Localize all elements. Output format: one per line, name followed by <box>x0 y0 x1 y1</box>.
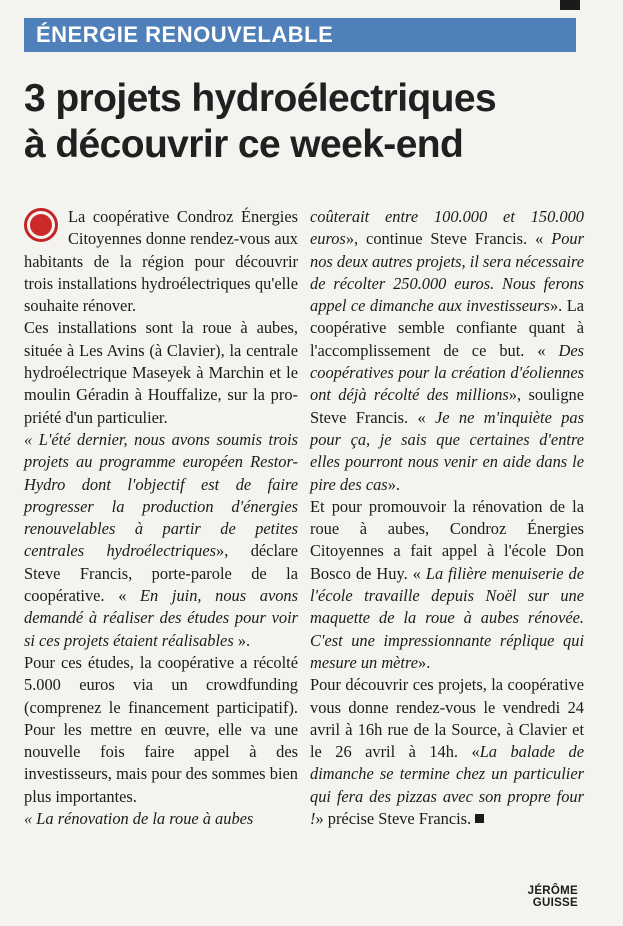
headline-line-1: 3 projets hydroélectriques <box>24 77 497 120</box>
article-headline <box>24 76 584 168</box>
page-edge-mark <box>560 0 580 10</box>
paragraph-installations: Ces installations sont la roue à aubes, située à Les Avins (à Clavier), la centrale hydroélectrique Maseyek à Marchin et le moulin Géradin à Houffalize, sur la propriété d'un particulier. <box>24 318 298 427</box>
author-byline: JÉRÔME GUISSE <box>527 885 578 909</box>
column-right <box>310 206 584 830</box>
paragraph-costs: coûterait entre 100.000 et 150.000 euros», continue Steve Francis. « Pour nos deux autres projets, il sera nécessaire de récolter 250.000 euros. Nous ferons appel ce dimanche aux investisseurs». La coopérative semble confiante quant à l'accomplissement de ce but. « Des coopératives pour la création d'éoliennes ont déjà récolté des millions», souligne Steve Francis. « Je ne m'inquiète pas pour ça, je sais que certaines d'entre elles pourront nous venir en aide dans le pire des cas». <box>310 207 584 494</box>
black-square-icon <box>475 814 484 823</box>
paragraph-don-bosco: Et pour promouvoir la rénovation de la roue à aubes, Condroz Énergies Citoyennes a fait appel à l'école Don Bosco de Huy. « La filière menuiserie de l'école travaille depuis Noël sur une maquette de la roue à aubes rénovée. C'est une impressionnante réplique qui mesure un mètre». <box>310 496 584 672</box>
paragraph-crowdfunding: Pour ces études, la coopérative a récolté 5.000 euros via un crowdfunding (comprenez le financement participatif). Pour les mettre en œuvre, elle va une nouvelle fois faire appel à des investisseurs, mais pour des sommes bien plus importantes. <box>24 652 298 806</box>
paragraph-quote-restor-hydro: « L'été dernier, nous avons soumis trois projets au programme européen Restor-Hydro dont l'objectif est de faire progresser la production d'énergies renouvelables à partir de petites centrales hydroélectriques», déclare Steve Francis, porte-parole de la coopérative. « En juin, nous avons demandé à réaliser des études pour voir si ces projets étaient réalisables ». <box>24 429 299 650</box>
red-circle-icon <box>24 208 58 242</box>
column-left <box>24 206 298 830</box>
headline-line-2: à découvrir ce week-end <box>24 123 464 166</box>
paragraph-visit: Pour découvrir ces projets, la coopérative vous donne rendez-vous le vendredi 24 avril à 16h rue de la Source, à Clavier et le 26 avril à 14h. «La balade de dimanche se termine chez un particulier qui fera des pizzas avec son propre four !» précise Steve Francis. <box>310 675 584 829</box>
rubric-label: ÉNERGIE RENOUVELABLE <box>36 22 334 47</box>
section-rubric <box>24 18 576 52</box>
paragraph-intro: La coopérative Condroz Énergies Citoyennes donne rendez-vous aux habitants de la région pour découvrir trois installations hydroélectriques qu'elle souhaite rénover. <box>24 207 298 316</box>
paragraph-quote-start: « La rénovation de la roue à aubes <box>24 809 254 829</box>
